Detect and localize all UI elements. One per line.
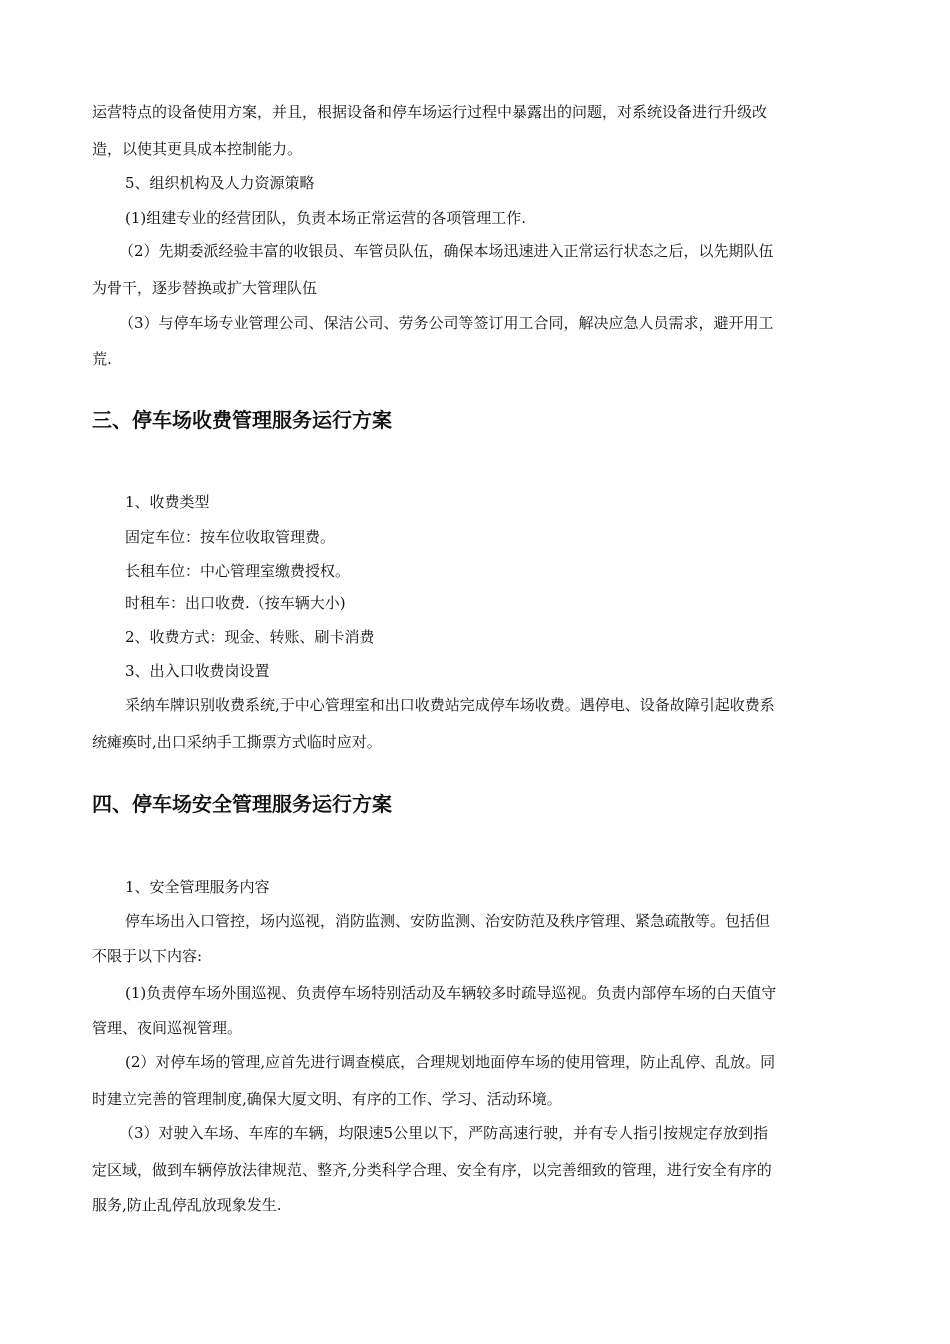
- subsection-title: 1、安全管理服务内容: [125, 878, 270, 896]
- list-item: (1)负责停车场外围巡视、负责停车场特别活动及车辆较多时疏导巡视。负责内部停车场的白天值守: [125, 984, 777, 1002]
- subsection-title: 5、组织机构及人力资源策略: [125, 174, 315, 192]
- paragraph-line: 时建立完善的管理制度,确保大厦文明、有序的工作、学习、活动环境。: [92, 1090, 562, 1108]
- paragraph-line: 固定车位：按车位收取管理费。: [125, 528, 336, 546]
- list-item: （2）先期委派经验丰富的收银员、车管员队伍，确保本场迅速进入正常运行状态之后，以先期队伍: [119, 242, 774, 260]
- list-item: (2）对停车场的管理,应首先进行调查模底，合理规划地面停车场的使用管理，防止乱停、乱放。同: [125, 1053, 776, 1071]
- paragraph-line: 不限于以下内容:: [92, 947, 203, 965]
- list-item: （3）对驶入车场、车库的车辆，均限速5公里以下，严防高速行驶，并有专人指引按规定存放到指: [119, 1124, 769, 1142]
- section-heading: 四、停车场安全管理服务运行方案: [92, 792, 392, 816]
- paragraph-line: 荒.: [92, 350, 112, 368]
- paragraph-line: 为骨干，逐步替换或扩大管理队伍: [92, 279, 318, 297]
- paragraph-line: 造，以使其更具成本控制能力。: [92, 140, 303, 158]
- paragraph-line: 长租车位：中心管理室缴费授权。: [125, 562, 351, 580]
- paragraph-line: 停车场出入口管控，场内巡视，消防监测、安防监测、治安防范及秩序管理、紧急疏散等。包括但: [125, 912, 771, 930]
- subsection-title: 1、收费类型: [125, 493, 210, 511]
- subsection-title: 3、出入口收费岗设置: [125, 662, 270, 680]
- paragraph-line: 时租车：出口收费.（按车辆大小): [125, 594, 346, 612]
- list-item: (1)组建专业的经营团队，负责本场正常运营的各项管理工作.: [125, 209, 527, 227]
- section-heading: 三、停车场收费管理服务运行方案: [92, 408, 392, 432]
- subsection-title: 2、收费方式：现金、转账、刷卡消费: [125, 628, 375, 646]
- paragraph-line: 服务,防止乱停乱放现象发生.: [92, 1196, 282, 1214]
- list-item: （3）与停车场专业管理公司、保洁公司、劳务公司等签订用工合同，解决应急人员需求，避开用工: [119, 314, 774, 332]
- paragraph-line: 运营特点的设备使用方案，并且，根据设备和停车场运行过程中暴露出的问题，对系统设备进行升级改: [92, 103, 768, 121]
- paragraph-line: 统瘫痪时,出口采纳手工撕票方式临时应对。: [92, 733, 382, 751]
- paragraph-line: 采纳车牌识别收费系统,于中心管理室和出口收费站完成停车场收费。遇停电、设备故障引起收费系: [125, 696, 775, 714]
- paragraph-line: 定区域，做到车辆停放法律规范、整齐,分类科学合理、安全有序，以完善细致的管理，进行安全有序的: [92, 1161, 772, 1179]
- paragraph-line: 管理、夜间巡视管理。: [92, 1019, 243, 1037]
